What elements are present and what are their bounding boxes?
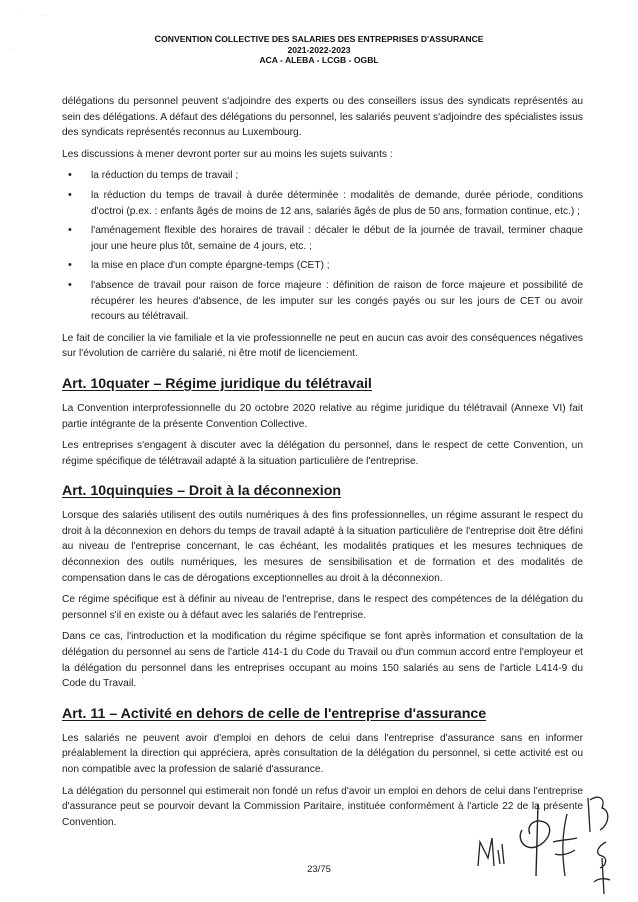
article-heading-10quater: Art. 10quater – Régime juridique du télétravail	[62, 375, 372, 392]
article-heading-10quinquies: Art. 10quinquies – Droit à la déconnexion	[62, 483, 342, 500]
bullet-icon: •	[68, 224, 72, 237]
list-item: • l'aménagement flexible des horaires de travail : décaler le début de la journée de travail, terminer chaque jour une heure plus tôt, semaine de 4 jours, etc. ;	[68, 224, 583, 252]
subject-list	[62, 168, 583, 324]
paragraph: Dans ce cas, l'introduction et la modification du régime spécifique se font après information et consultation de la délégation du personnel au sens de l'article 414-1 du Code du Travail ou d'un commun accord entre l'employeur et la délégation du personnel dans les entreprises occupant au moins 150 salariés au sens de l'article L414-9 du Code du Travail.	[62, 631, 583, 690]
scan-speck: ·	[44, 12, 47, 19]
paragraph: La délégation du personnel qui estimerait non fondé un refus d'avoir un emploi en dehors de celui dans l'entreprise d'assurance peut se pourvoir devant la Commission Paritaire, instituée conformément à l'article 22 de la présente Convention.	[62, 785, 583, 828]
document-header	[0, 34, 638, 66]
signature-initials-5	[588, 838, 616, 898]
paragraph: La Convention interprofessionnelle du 20 octobre 2020 relative au régime juridique du télétravail (Annexe VI) fait partie intégrante de la présente Convention Collective.	[62, 402, 583, 430]
bullet-icon: •	[68, 169, 72, 182]
paragraph: Lorsque des salariés utilisent des outils numériques à des fins professionnelles, un régime assurant le respect du droit à la déconnexion en dehors du temps de travail adapté à la situation particulière de l'entreprise doit être défini au niveau de l'entreprise concernant, le cas échéant, les modalités pratiques et les mesures techniques de déconnexion des outils numériques, les mesures de sensibilisation et de formation et des modalités de compensation dans le cas de dérogations exceptionnelles au droit à la déconnexion.	[62, 510, 583, 584]
paragraph: Les entreprises s'engagent à discuter avec la délégation du personnel, dans le respect de cette Convention, un régime spécifique de télétravail adapté à la situation particulière de l'entreprise.	[62, 440, 583, 467]
bullet-icon: •	[68, 188, 72, 201]
document-body	[62, 94, 583, 836]
header-title: CONVENTION COLLECTIVE DES SALARIES DES ENTREPRISES D'ASSURANCE	[154, 34, 484, 44]
header-parties: ACA - ALEBA - LCGB - OGBL	[259, 55, 379, 65]
paragraph: Les discussions à mener devront porter sur au moins les sujets suivants :	[62, 148, 393, 160]
paragraph: délégations du personnel peuvent s'adjoindre des experts ou des conseillers issus des syndicats représentés au sein des délégations. A défaut des délégations du personnel, les salariés peuvent s'adjoindre des spécialistes issus des syndicats représentés reconnus au Luxembourg.	[62, 96, 583, 139]
paragraph: Le fait de concilier la vie familiale et la vie professionnelle ne peut en aucun cas avoir des conséquences négatives sur l'évolution de carrière du salarié, ni être motif de licenciement.	[62, 332, 583, 360]
signature-initials-4	[547, 810, 583, 880]
list-item: • l'absence de travail pour raison de force majeure : définition de raison de force majeure et possibilité de récupérer les heures d'absence, de les imputer sur les congés payés ou sur les jours de CET ou avoir recours au télétravail.	[68, 278, 583, 323]
scan-speck: ·	[10, 46, 13, 53]
list-item: • la réduction du temps de travail ;	[62, 168, 583, 184]
header-years: 2021-2022-2023	[287, 44, 351, 55]
bullet-icon: •	[68, 278, 72, 291]
page-number: 23/75	[307, 864, 331, 875]
paragraph: Ce régime spécifique est à définir au niveau de l'entreprise, dans le respect des compétences de la délégation du personnel s'il en existe ou à défaut avec les salariés de l'entreprise.	[62, 594, 583, 621]
article-heading-11: Art. 11 – Activité en dehors de celle de l'entreprise d'assurance	[62, 705, 487, 722]
paragraph: Les salariés ne peuvent avoir d'emploi en dehors de celui dans l'entreprise d'assurance sans en informer préalablement la direction qui appréciera, après consultation de la délégation du personnel, si cette activité est ou non compatible avec la profession de salarié d'assurance.	[62, 732, 583, 775]
list-item: • la mise en place d'un compte épargne-temps (CET) ;	[62, 258, 583, 274]
list-item: • la réduction du temps de travail à durée déterminée : modalités de demande, durée période, conditions d'octroi (p.ex. : enfants âgés de moins de 12 ans, salariés âgés de plus de 50 ans, formation continue, etc.) ;	[68, 188, 583, 217]
bullet-icon: •	[68, 259, 72, 272]
scan-speck: ·	[20, 10, 23, 17]
